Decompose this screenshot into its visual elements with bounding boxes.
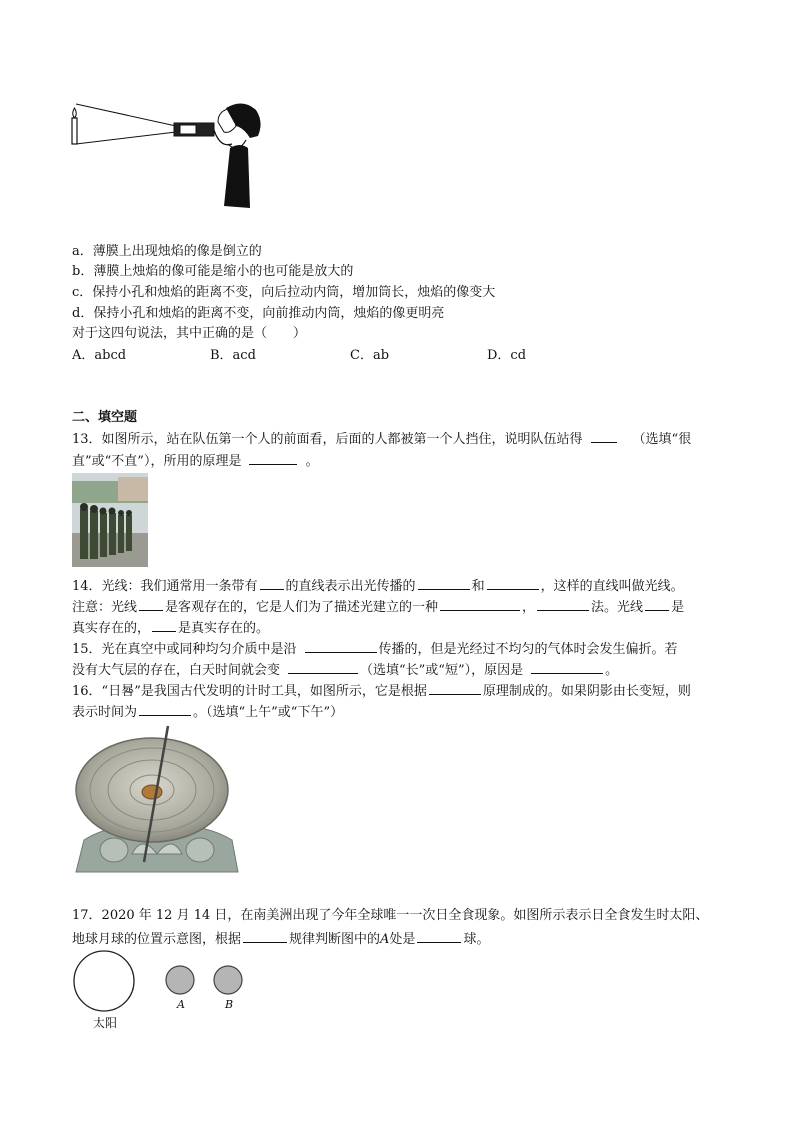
- choice-d: D．cd: [487, 348, 527, 363]
- label-a: A: [177, 998, 185, 1011]
- q16-line-1: 16．“日晷”是我国古代发明的计时工具，如图所示，它是根据 原理制成的。如果阴影由长变短，则: [72, 680, 691, 702]
- body-b-circle: [214, 966, 242, 994]
- section-heading: 二、填空题: [72, 410, 138, 425]
- statement-b: b．薄膜上烛焰的像可能是缩小的也可能是放大的: [72, 264, 354, 279]
- question-stem: 对于这四句说法，其中正确的是（ ）: [72, 326, 307, 341]
- q13-line-2: 直”或“不直”），所用的原理是 。: [72, 450, 318, 472]
- q14-line-1: 14．光线：我们通常用一条带有 的直线表示出光传播的 和 ，这样的直线叫做光线。: [72, 575, 684, 597]
- statement-a: a．薄膜上出现烛焰的像是倒立的: [72, 244, 262, 259]
- sundial-figure: [72, 722, 242, 880]
- sun-label: 太阳: [92, 1016, 117, 1030]
- body-a-circle: [166, 966, 194, 994]
- label-b: B: [224, 998, 234, 1011]
- q17-line-2: 地球月球的位置示意图，根据 规律判断图中的A处是 球。: [72, 928, 489, 950]
- q15-line-2: 没有大气层的存在，白天时间就会变 （选填“长”或“短”），原因是 。: [72, 659, 618, 681]
- choice-a: A．abcd: [72, 348, 127, 363]
- choice-c: C．ab: [350, 348, 390, 363]
- statement-d: d．保持小孔和烛焰的距离不变，向前推动内筒，烛焰的像更明亮: [72, 306, 445, 321]
- pinhole-camera-figure: [68, 96, 268, 214]
- q13-line-1: 13．如图所示，站在队伍第一个人的前面看，后面的人都被第一个人挡住，说明队伍站得 （选填“很: [72, 428, 691, 450]
- statement-c: c．保持小孔和烛焰的距离不变，向后拉动内筒，增加筒长，烛焰的像变大: [72, 285, 496, 300]
- q14-line-2: 注意：光线 是客观存在的，它是人们为了描述光建立的一种 ， 法。光线 是: [72, 596, 684, 618]
- candle-icon: [72, 118, 77, 144]
- choice-b: B．acd: [210, 348, 256, 363]
- q16-line-2: 表示时间为 。（选填“上午”或“下午”）: [72, 701, 343, 723]
- sun-circle: [74, 951, 134, 1011]
- q14-line-3: 真实存在的， 是真实存在的。: [72, 617, 269, 639]
- q17-line-1: 17．2020 年 12 月 14 日，在南美洲出现了今年全球唯一一次日全食现象。如图所示表示日全食发生时太阳、: [72, 908, 709, 923]
- marching-team-photo: [72, 473, 148, 567]
- q15-line-1: 15．光在真空中或同种均匀介质中是沿 传播的，但是光经过不均匀的气体时会发生偏折。若: [72, 638, 678, 660]
